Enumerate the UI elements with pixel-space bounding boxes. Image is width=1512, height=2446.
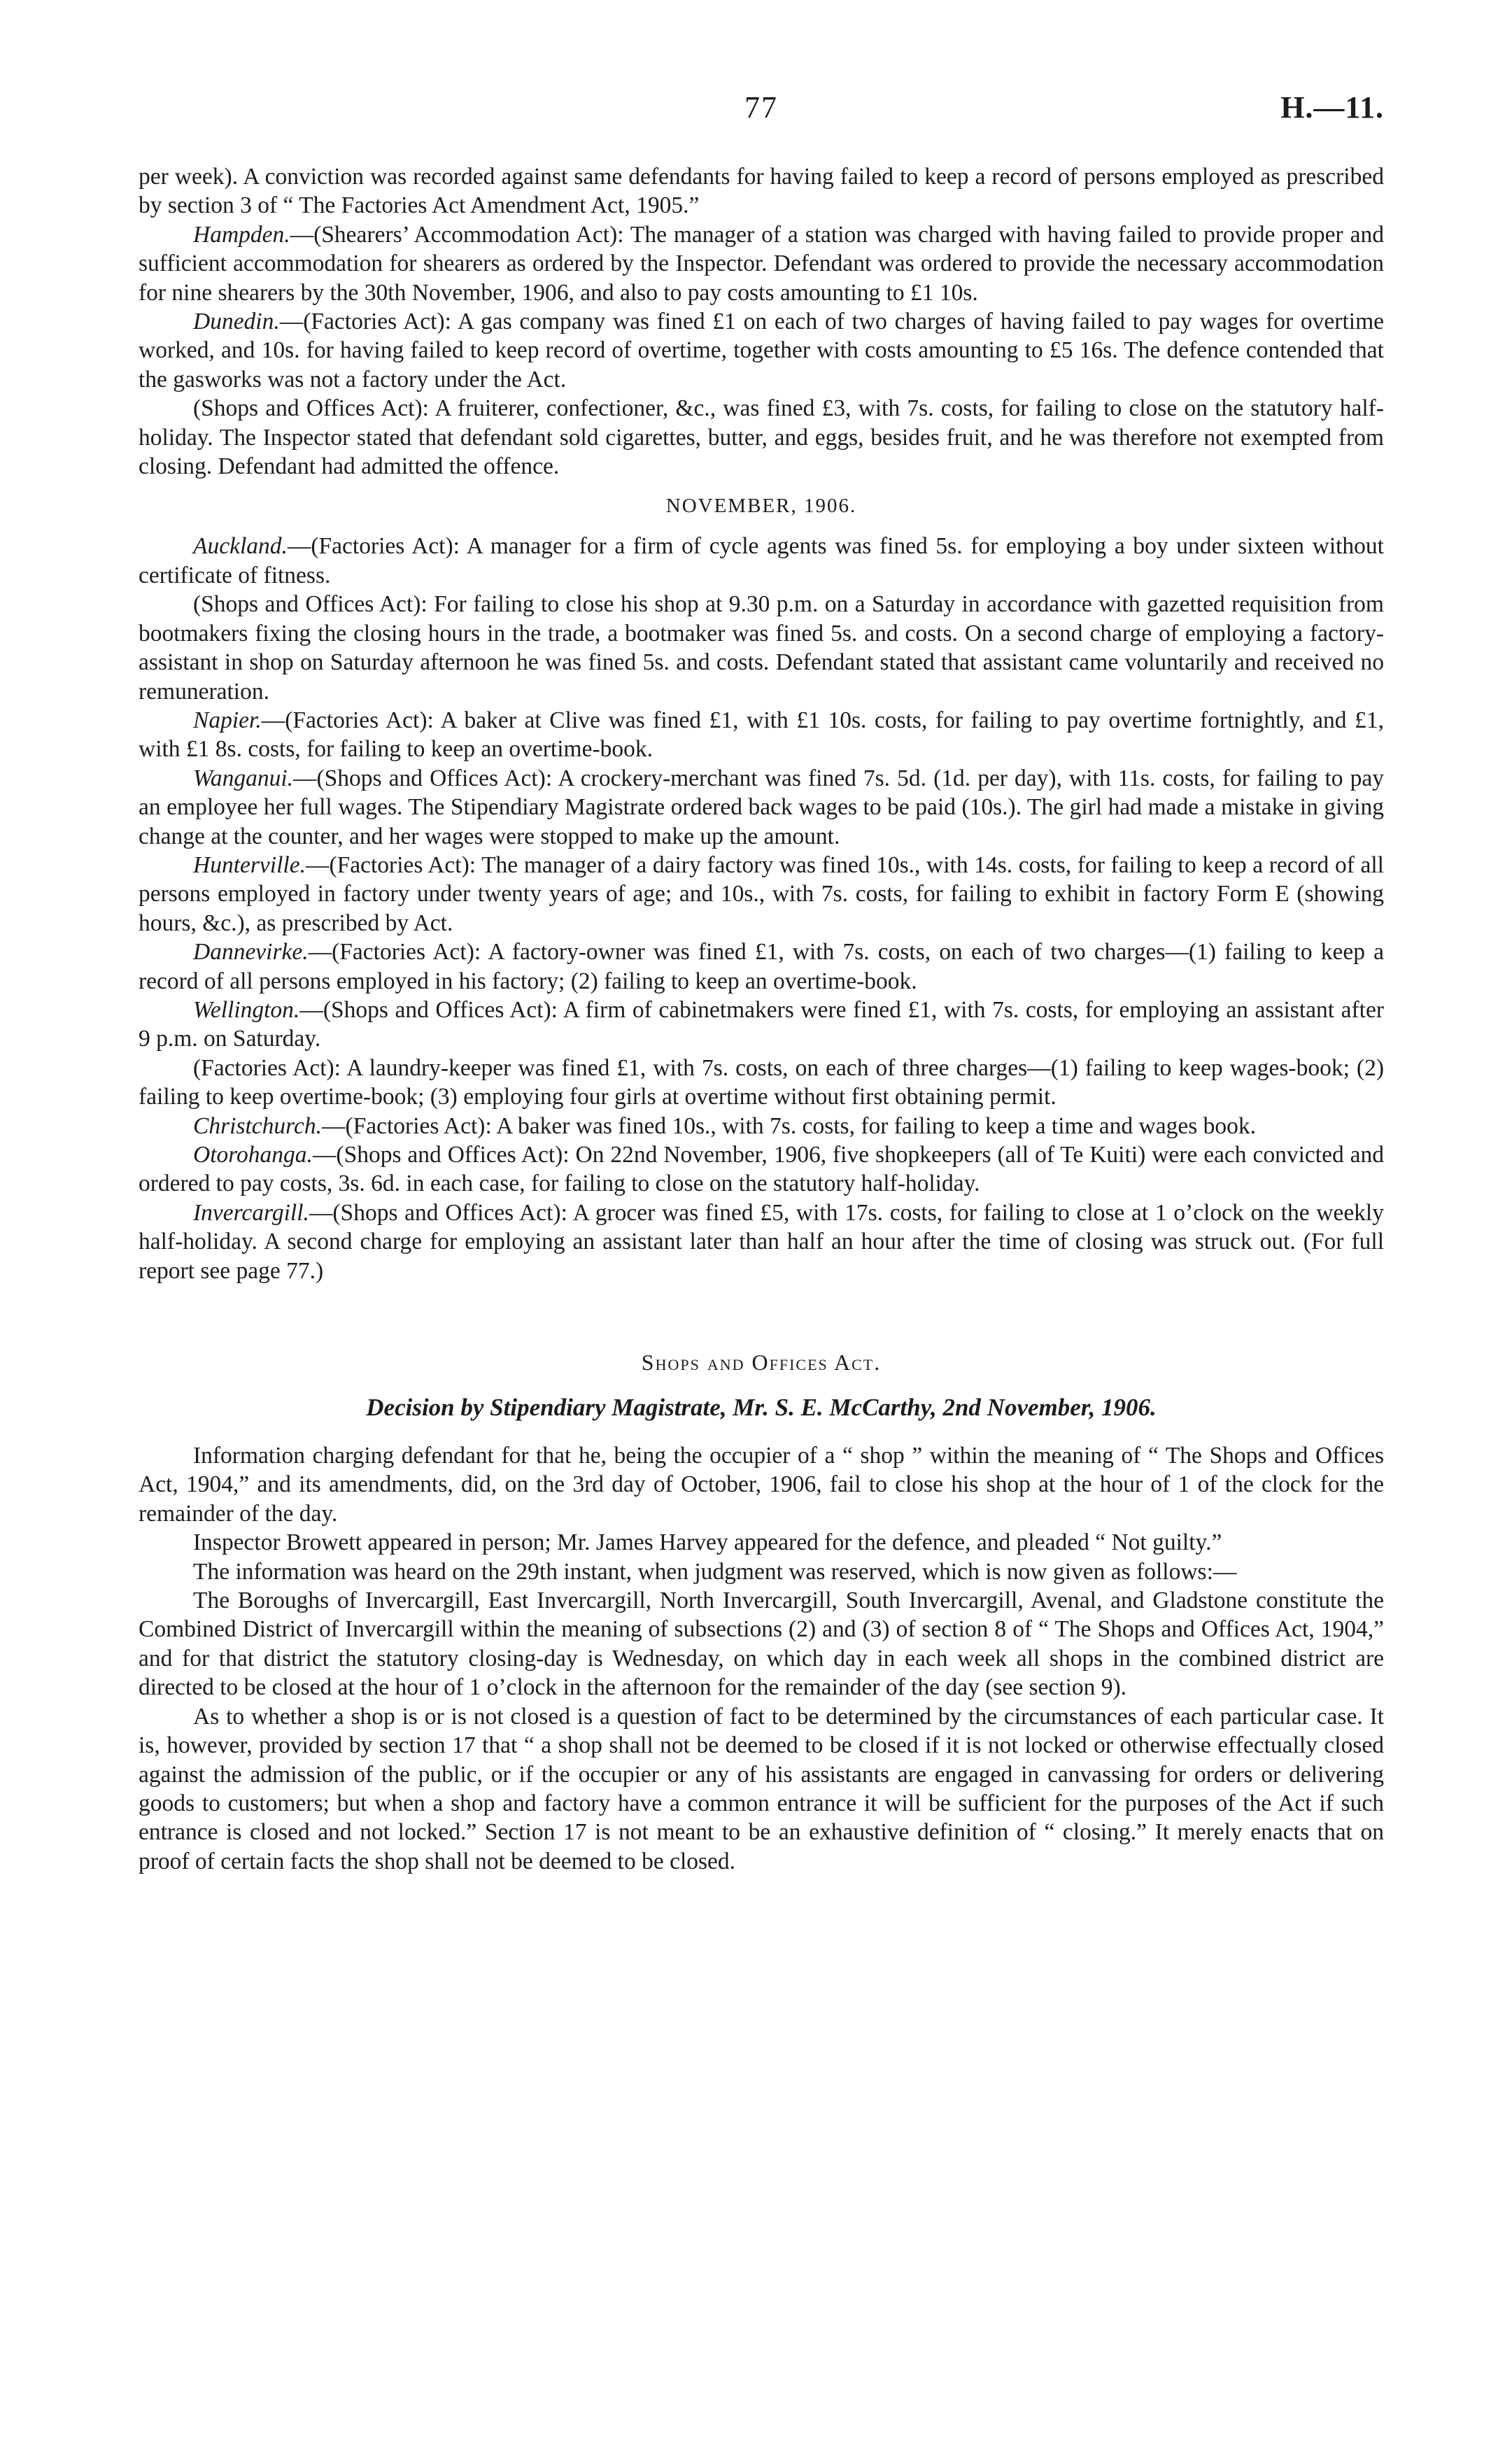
paragraph: Wellington.—(Shops and Offices Act): A firm of cabinetmakers were fined £1, with 7s. costs, for employing an assistant after 9 p.m. on Saturday. (139, 996, 1384, 1052)
place-name: Auckland. (193, 533, 288, 560)
place-name: Wellington. (193, 996, 300, 1023)
place-name: Otorohanga. (193, 1142, 313, 1168)
place-name: Dunedin. (193, 309, 280, 335)
section-heading: Shops and Offices Act. (641, 1350, 882, 1376)
paragraph: Dunedin.—(Factories Act): A gas company was fined £1 on each of two charges of having failed to pay wages for overtime worked, and 10s. for having failed to keep record of overtime, together with costs amounting to £5 16s. The defence contended that the gasworks was not a factory under the Act. (139, 309, 1384, 393)
page-number: 77 (744, 90, 778, 125)
paragraph: Inspector Browett appeared in person; Mr. James Harvey appeared for the defence, and pleaded “ Not guilty.” (193, 1529, 1222, 1556)
paragraph: Wanganui.—(Shops and Offices Act): A crockery-merchant was fined 7s. 5d. (1d. per day), with 11s. costs, for failing to pay an employee her full wages. The Stipendiary Magistrate ordered back wages to be paid (10s.). The girl had made a mistake in giving change at the counter, and her wages were stopped to make up the amount. (139, 765, 1384, 849)
place-name: Hunterville. (193, 851, 306, 878)
paragraph: As to whether a shop is or is not closed is a question of fact to be determined by the circumstances of each particular case. It is, however, provided by section 17 that “ a shop shall not be deemed to be closed if it is not locked or otherwise effectually closed against the admission of the public, or if the occupier or any of his assistants are engaged in canvassing for orders or delivering goods to customers; but when a shop and factory have a common entrance it will be sufficient for the purposes of the Act if such entrance is closed and not locked.” Section 17 is not meant to be an exhaustive definition of “ closing.” It merely enacts that on proof of certain facts the shop shall not be deemed to be closed. (139, 1703, 1384, 1874)
paragraph: (Factories Act): A laundry-keeper was fined £1, with 7s. costs, on each of three charges—(1) failing to keep wages-book; (2) failing to keep overtime-book; (3) employing four girls at overtime without first obtaining permit. (139, 1054, 1384, 1110)
paragraph: Napier.—(Factories Act): A baker at Clive was fined £1, with £1 10s. costs, for failing to pay overtime fortnightly, and £1, with £1 8s. costs, for failing to keep an overtime-book. (139, 707, 1384, 763)
paragraph: The Boroughs of Invercargill, East Invercargill, North Invercargill, South Invercargill, Avenal, and Gladstone constitute the Combined District of Invercargill within the meaning of subsections (2) and (3) of section 8 of “ The Shops and Offices Act, 1904,” and for that district the statutory closing-day is Wednesday, on which day in each week all shops in the combined district are directed to be closed at the hour of 1 o’clock in the afternoon for the remainder of the day (see section 9). (139, 1588, 1384, 1701)
paragraph: (Shops and Offices Act): For failing to close his shop at 9.30 p.m. on a Saturday in accordance with gazetted requisition from bootmakers fixing the closing hours in the trade, a bootmaker was fined 5s. and costs. On a second charge of employing a factory-assistant in shop on Saturday afternoon he was fined 5s. and costs. Defendant stated that assistant came voluntarily and received no remuneration. (139, 591, 1384, 705)
paragraph: (Shops and Offices Act): A fruiterer, confectioner, &c., was fined £3, with 7s. costs, for failing to close on the statutory half-holiday. The Inspector stated that defendant sold cigarettes, butter, and eggs, besides fruit, and he was therefore not exempted from closing. Defendant had admitted the offence. (139, 395, 1384, 480)
paragraph: Hampden.—(Shearers’ Accommodation Act): The manager of a station was charged with having failed to provide proper and sufficient accommodation for shearers as ordered by the Inspector. Defendant was ordered to provide the necessary accommodation for nine shearers by the 30th November, 1906, and also to pay costs amounting to £1 10s. (139, 221, 1384, 306)
document-body (139, 162, 1384, 1876)
place-name: Hampden. (193, 221, 290, 248)
paragraph: Hunterville.—(Factories Act): The manager of a dairy factory was fined 10s., with 14s. costs, for failing to keep a record of all persons employed in factory under twenty years of age; and 10s., with 7s. costs, for failing to exhibit in factory Form E (showing hours, &c.), as prescribed by Act. (139, 851, 1384, 936)
paragraph: Auckland.—(Factories Act): A manager for a firm of cycle agents was fined 5s. for employing a boy under sixteen without certificate of fitness. (139, 533, 1384, 588)
paragraph: per week). A conviction was recorded against same defendants for having failed to keep a record of persons employed as prescribed by section 3 of “ The Factories Act Amendment Act, 1905.” (139, 164, 1384, 219)
document-reference: H.—11. (1280, 90, 1384, 125)
paragraph: Otorohanga.—(Shops and Offices Act): On 22nd November, 1906, five shopkeepers (all of Te Kuiti) were each convicted and ordered to pay costs, 3s. 6d. in each case, for failing to close on the statutory half-holiday. (139, 1142, 1384, 1197)
place-name: Dannevirke. (193, 939, 309, 966)
place-name: Invercargill. (193, 1199, 309, 1226)
paragraph: Information charging defendant for that he, being the occupier of a “ shop ” within the meaning of “ The Shops and Offices Act, 1904,” and its amendments, did, on the 3rd day of October, 1906, fail to close his shop at the hour of 1 of the clock for the remainder of the day. (139, 1443, 1384, 1527)
decision-heading: Decision by Stipendiary Magistrate, Mr. S. E. McCarthy, 2nd November, 1906. (366, 1394, 1157, 1422)
page-header (139, 90, 1384, 132)
place-name: Wanganui. (193, 765, 294, 791)
place-name: Napier. (193, 707, 262, 733)
month-heading: NOVEMBER, 1906. (665, 495, 857, 518)
paragraph: Invercargill.—(Shops and Offices Act): A grocer was fined £5, with 17s. costs, for failing to close at 1 o’clock on the weekly half-holiday. A second charge for employing an assistant later than half an hour after the time of closing was struck out. (For full report see page 77.) (139, 1199, 1384, 1284)
paragraph: The information was heard on the 29th instant, when judgment was reserved, which is now given as follows:— (193, 1558, 1237, 1585)
paragraph: Dannevirke.—(Factories Act): A factory-owner was fined £1, with 7s. costs, on each of two charges—(1) failing to keep a record of all persons employed in his factory; (2) failing to keep an overtime-book. (139, 939, 1384, 994)
place-name: Christchurch. (193, 1112, 322, 1139)
paragraph: Christchurch.—(Factories Act): A baker was fined 10s., with 7s. costs, for failing to keep a time and wages book. (193, 1112, 1257, 1139)
